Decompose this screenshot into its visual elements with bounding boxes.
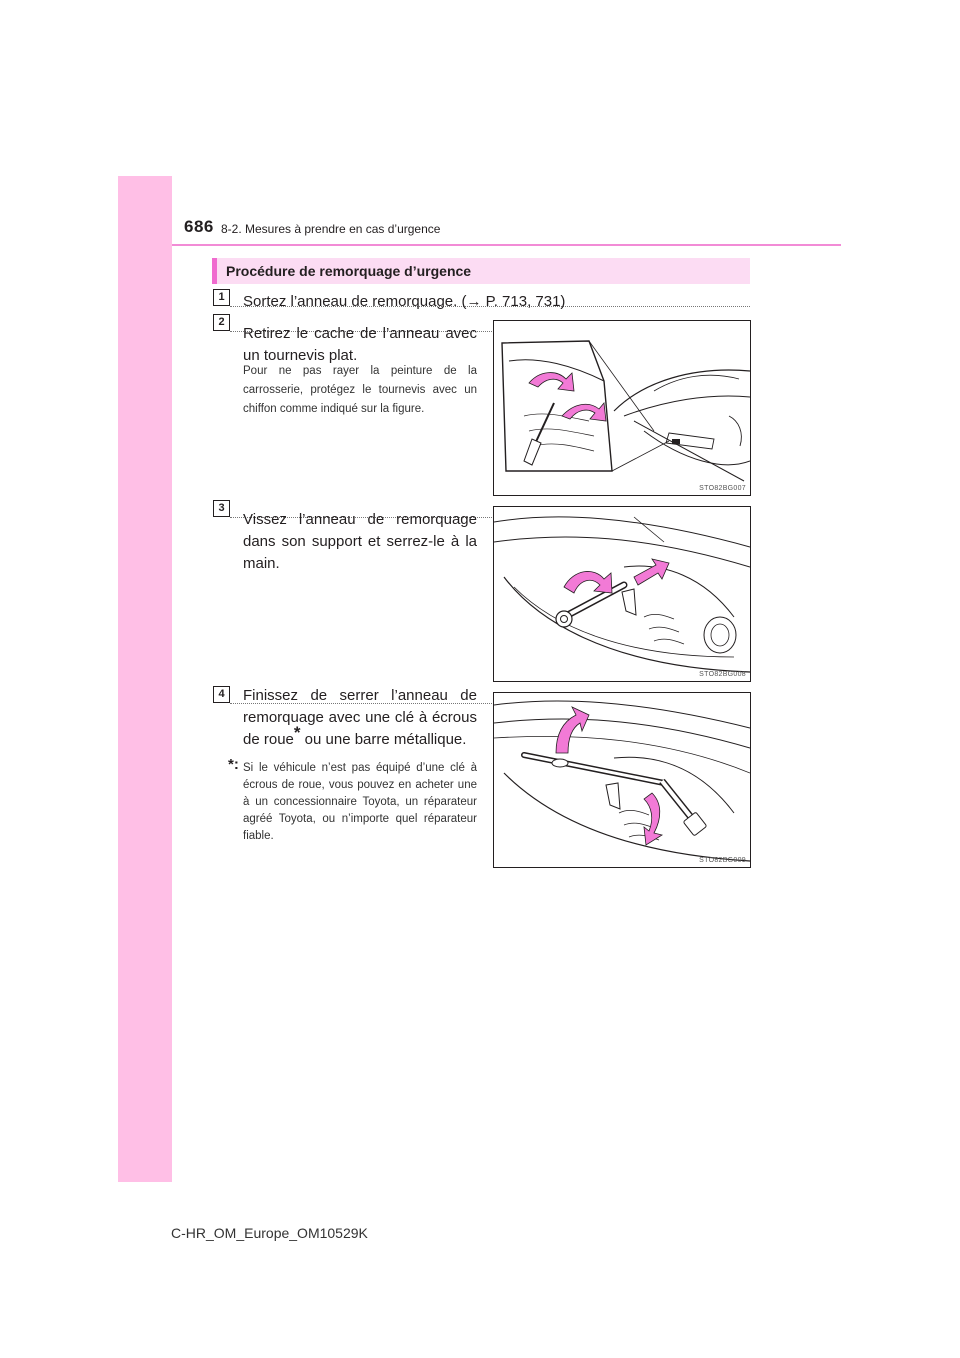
step-1-number: 1 <box>213 289 230 306</box>
page-number: 686 <box>184 217 214 236</box>
chapter-title: 8-2. Mesures à prendre en cas d’urgence <box>221 222 441 236</box>
step-4-text-after: ou une barre métallique. <box>300 731 467 748</box>
screw-ring-illustration <box>494 507 750 681</box>
figure-screw-ring <box>493 506 751 682</box>
tighten-ring-illustration <box>494 693 750 867</box>
footer-document-code: C-HR_OM_Europe_OM10529K <box>171 1225 368 1241</box>
footnote-mark: *: <box>228 756 239 773</box>
header-rule <box>172 244 841 246</box>
step-3-number: 3 <box>213 500 230 517</box>
step-2-note: Pour ne pas rayer la peinture de la carrosserie, protégez le tournevis avec un chiffon comme indiqué sur la figure. <box>243 365 477 415</box>
footnote-text: Si le véhicule n’est pas équipé d’une clé à écrous de roue, vous pouvez en acheter une à un concessionnaire Toyota, un réparateur agréé Toyota, ou n’importe quel réparateur fiable. <box>243 762 477 842</box>
step-3-text: Vissez l’anneau de remorquage dans son support et serrez-le à la main. <box>243 511 477 572</box>
figure-code: STO82BG007 <box>699 485 746 492</box>
step-4-text-before: Finissez de serrer l’anneau de remorquage avec une clé à écrous de roue <box>243 687 477 748</box>
remove-cover-illustration <box>494 321 750 495</box>
section-accent <box>212 258 217 284</box>
section-header <box>212 258 750 284</box>
section-title: Procédure de remorquage d’urgence <box>226 263 472 279</box>
step-4-text <box>243 685 477 751</box>
figure-code: STO82BG009 <box>699 857 746 864</box>
step-1-text: Sortez l’anneau de remorquage. (→ P. 713, 731) <box>243 293 566 310</box>
figure-remove-cover <box>493 320 751 496</box>
step-4-number: 4 <box>213 686 230 703</box>
figure-code: STO82BG008 <box>699 671 746 678</box>
figure-tighten-ring <box>493 692 751 868</box>
side-tab-bar <box>118 176 172 1182</box>
step-2-text: Retirez le cache de l’anneau avec un tournevis plat. <box>243 325 477 364</box>
step-2-number: 2 <box>213 314 230 331</box>
step-4-asterisk: * <box>293 723 301 742</box>
